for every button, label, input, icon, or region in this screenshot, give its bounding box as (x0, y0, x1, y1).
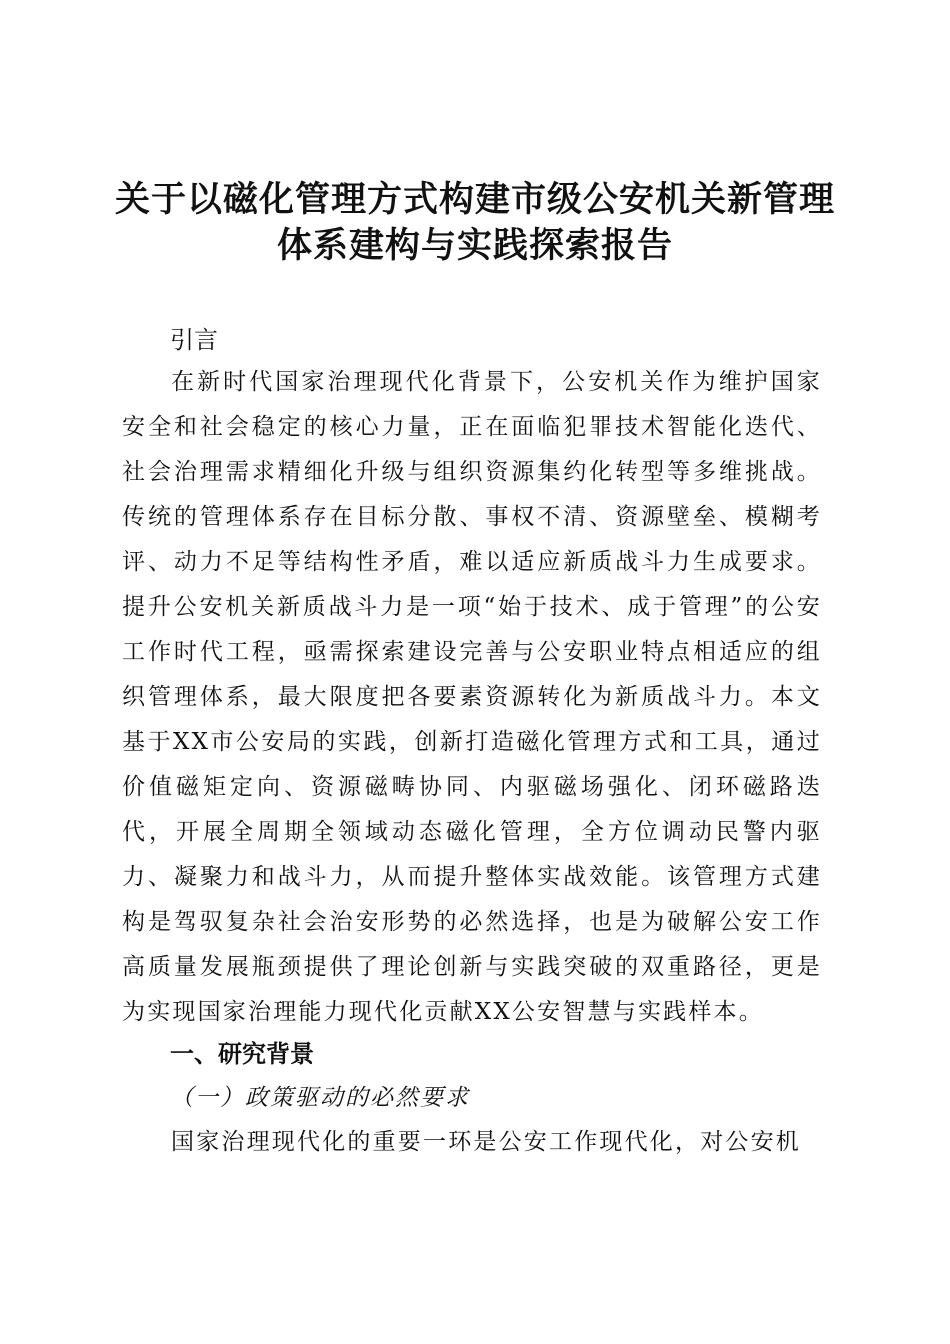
subsection-paragraph: 国家治理现代化的重要一环是公安工作现代化，对公安机 (171, 1129, 801, 1155)
document-title-line-1: 关于以磁化管理方式构建市级公安机关新管理 (114, 179, 835, 220)
subsection-heading-policy: （一）政策驱动的必然要求 (170, 1085, 470, 1111)
intro-heading: 引言 (170, 326, 218, 354)
document-title-line-2: 体系建构与实践探索报告 (276, 225, 673, 266)
intro-paragraph: 在新时代国家治理现代化背景下，公安机关作为维护国家安全和社会稳定的核心力量，正在面临犯罪技术智能化迭代、社会治理需求精细化升级与组织资源集约化转型等多维挑战。传统的管理体系存在目标分散、事权不清、资源壁垒、模糊考评、动力不足等结构性矛盾，难以适应新质战斗力生成要求。提升公安机关新质战斗力是一项“始于技术、成于管理”的公安工作时代工程，亟需探索建设完善与公安职业特点相适应的组织管理体系，最大限度把各要素资源转化为新质战斗力。本文基于XX市公安局的实践，创新打造磁化管理方式和工具，通过价值磁矩定向、资源磁畴协同、内驱磁场强化、闭环磁路迭代，开展全周期全领域动态磁化管理，全方位调动民警内驱力、凝聚力和战斗力，从而提升整体实战效能。该管理方式建构是驾驭复杂社会治安形势的必然选择，也是为破解公安工作高质量发展瓶颈提供了理论创新与实践突破的双重路径，更是为实现国家治理能力现代化贡献XX公安智慧与实践样本。 (122, 369, 822, 1025)
section-heading-background: 一、研究背景 (170, 1040, 314, 1068)
